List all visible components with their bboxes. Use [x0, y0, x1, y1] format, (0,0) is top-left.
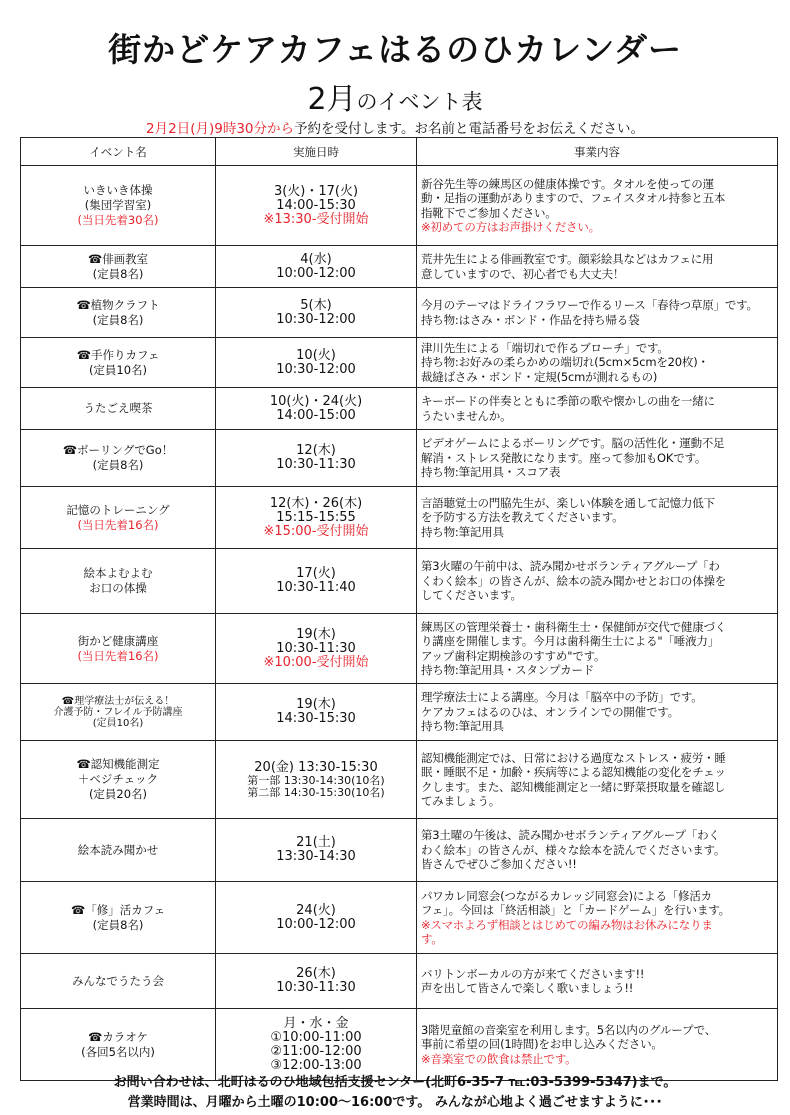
cell-line: 眠・睡眠不足・加齢・疾病等による認知機能の変化をチェッ: [421, 765, 726, 779]
cell-line: ＋ベジチェック: [77, 772, 159, 786]
cell-line: ☎手作りカフェ: [76, 347, 160, 362]
cell-line: (各回5名以内): [81, 1044, 155, 1059]
cell-line: ※10:00-受付開始: [263, 654, 369, 670]
cell-line: 3階児童館の音楽室を利用します。5名以内のグループで、: [421, 1022, 717, 1037]
cell-line: フェ」。今回は「終活相談」と「カードゲーム」を行います。: [421, 903, 730, 917]
reservation-date: 2月2日(月)9時30分から: [146, 121, 295, 137]
event-description-cell: [417, 741, 778, 819]
event-description-cell: [417, 684, 778, 741]
reservation-text: 予約を受付します。お名前と電話番号をお伝えください。: [294, 121, 644, 137]
cell-line: 新谷先生等の練馬区の健康体操です。タオルを使っての運: [421, 176, 714, 191]
event-description-cell: [417, 338, 778, 388]
cell-line: 第3土曜の午後は、読み聞かせボランティアグループ「わく: [421, 828, 720, 843]
cell-line: 持ち物:はさみ・ボンド・作品を持ち帰る袋: [421, 312, 640, 327]
header-description: 事業内容: [417, 138, 778, 166]
cell-line: 5(木): [300, 297, 332, 313]
cell-line: キーボードの伴奏とともに季節の歌や懐かしの曲を一緒に: [421, 394, 715, 408]
cell-line: 19(木): [296, 697, 336, 712]
contact-info: お問い合わせは、北町はるのひ地域包括支援センター(北町6-35-7 ℡:03-5399-5347)まで。: [113, 1075, 677, 1090]
cell-line: 10(火)・24(火): [269, 393, 363, 409]
table-row: [21, 487, 778, 549]
table-row: [21, 549, 778, 614]
cell-line: 10:30-11:30: [276, 980, 356, 995]
event-name-cell: [21, 684, 216, 741]
event-name-cell: [21, 430, 216, 487]
cell-line: ケアカフェはるのひは、オンラインでの開催です。: [421, 704, 679, 719]
event-time-cell: [216, 338, 417, 388]
cell-line: ☎理学療法士が伝える！: [61, 695, 175, 707]
cell-line: を予防する方法を教えてくださいます。: [421, 510, 624, 525]
cell-line: くわく絵本」の皆さんが、絵本の読み聞かせとお口の体操を: [421, 573, 727, 588]
cell-line: (定員8名): [92, 266, 144, 281]
table-row: [21, 388, 778, 430]
cell-line: 記憶のトレーニング: [66, 502, 170, 517]
table-row: [21, 338, 778, 388]
cell-line: 街かど健康講座: [77, 633, 159, 648]
table-row: [21, 430, 778, 487]
subtitle-month: 2月: [307, 82, 357, 117]
cell-line: (定員10名): [92, 717, 144, 729]
cell-line: 指靴下でご参加ください。: [421, 205, 557, 220]
event-name-cell: [21, 614, 216, 684]
event-name-cell: [21, 246, 216, 288]
event-name-cell: [21, 338, 216, 388]
cell-line: 10:00-12:00: [276, 916, 356, 932]
cell-line: 理学療法士による講座。今月は「脳卒中の予防」です。: [421, 690, 703, 705]
cell-line: 10:30-12:00: [276, 311, 356, 327]
cell-line: (集団学習室): [84, 198, 152, 212]
subtitle-rest: のイベント表: [356, 90, 483, 114]
event-name-cell: [21, 882, 216, 954]
event-description-cell: [417, 549, 778, 614]
cell-line: 荒井先生による俳画教室です。顔彩絵具などはカフェに用: [421, 252, 714, 266]
cell-line: 絵本読み聞かせ: [77, 842, 159, 857]
cell-line: 15:15-15:55: [276, 509, 356, 525]
cell-line: 20(金) 13:30-15:30: [254, 760, 378, 775]
cell-line: 意していますので、初心者でも大丈夫！: [421, 266, 625, 281]
event-description-cell: [417, 388, 778, 430]
cell-line: 介護予防・フレイル予防講座: [53, 706, 183, 718]
cell-line: 14:00-15:30: [276, 197, 356, 213]
table-row: [21, 246, 778, 288]
cell-line: す。: [421, 932, 443, 946]
table-row: [21, 954, 778, 1009]
cell-line: ☎俳画教室: [87, 251, 149, 266]
event-time-cell: [216, 819, 417, 882]
table-row: [21, 741, 778, 819]
table-row: [21, 166, 778, 246]
cell-line: クします。また、認知機能測定と一緒に野菜摂取量を確認し: [421, 779, 726, 794]
cell-line: 13:30-14:30: [276, 849, 356, 864]
cell-line: ※スマホよろず相談とはじめての編み物はお休みになりま: [421, 917, 713, 932]
cell-line: 10(火): [296, 347, 336, 363]
event-time-cell: [216, 487, 417, 549]
cell-line: (当日先着16名): [77, 648, 159, 663]
event-time-cell: [216, 388, 417, 430]
cell-line: 絵本よむよむ: [83, 566, 153, 580]
cell-line: 津川先生による「端切れで作るブローチ」です。: [421, 340, 669, 355]
cell-line: 14:30-15:30: [276, 711, 356, 726]
cell-line: り講座を開催します。今月は歯科衛生士による"「唾液力」: [421, 634, 719, 648]
header-event-name: イベント名: [21, 138, 216, 166]
cell-line: (定員20名): [88, 787, 148, 801]
event-name-cell: [21, 288, 216, 338]
event-name-cell: [21, 166, 216, 246]
event-name-cell: [21, 549, 216, 614]
cell-line: 持ち物:筆記用具・スコア表: [421, 465, 561, 480]
cell-line: 持ち物:お好みの柔らかめの端切れ(5cm×5cmを20枚)・: [421, 355, 709, 370]
cell-line: うたごえ喫茶: [83, 401, 153, 415]
table-row: [21, 1009, 778, 1081]
event-table: [20, 137, 778, 1081]
table-row: [21, 614, 778, 684]
event-name-cell: [21, 487, 216, 549]
event-description-cell: [417, 487, 778, 549]
table-row: [21, 882, 778, 954]
cell-line: バリトンボーカルの方が来てくださいます!!: [421, 966, 645, 981]
table-row: [21, 819, 778, 882]
business-hours: 営業時間は、月曜から土曜の10:00～16:00です。 みんなが心地よく過ごせますように･･･: [127, 1095, 663, 1110]
cell-line: 認知機能測定では、日常における過度なストレス・疲労・睡: [421, 750, 726, 765]
cell-line: 10:30-11:30: [276, 640, 356, 656]
event-time-cell: [216, 614, 417, 684]
cell-line: 裁縫ばさみ・ボンド・定規(5cmが測れるもの): [421, 369, 658, 384]
cell-line: ②11:00-12:00: [270, 1043, 362, 1059]
cell-line: 持ち物:筆記用具・スタンプカード: [421, 663, 595, 677]
event-description-cell: [417, 819, 778, 882]
cell-line: ☎認知機能測定: [76, 757, 160, 771]
cell-line: 10:30-11:40: [276, 580, 356, 595]
event-time-cell: [216, 882, 417, 954]
event-time-cell: [216, 954, 417, 1009]
cell-line: ③12:00-13:00: [270, 1057, 362, 1073]
event-time-cell: [216, 684, 417, 741]
cell-line: (定員10名): [88, 362, 148, 377]
event-description-cell: [417, 288, 778, 338]
cell-line: ビデオゲームによるボーリングです。脳の活性化・運動不足: [421, 436, 725, 451]
cell-line: 第一部 13:30-14:30(10名): [247, 774, 385, 787]
event-description-cell: [417, 430, 778, 487]
event-time-cell: [216, 549, 417, 614]
cell-line: ※15:00-受付開始: [263, 523, 369, 539]
cell-line: してくださいます。: [421, 588, 522, 603]
cell-line: 事前に希望の回(1時間)をお申し込みください。: [421, 1037, 663, 1052]
cell-line: お口の体操: [89, 581, 147, 595]
event-rows: [21, 166, 778, 1081]
cell-line: パワカレ同窓会(つながるカレッジ同窓会)による「修活カ: [421, 888, 712, 903]
cell-line: ☎ボーリングでGo！: [62, 443, 174, 457]
event-description-cell: [417, 882, 778, 954]
cell-line: うたいませんか。: [421, 408, 512, 423]
cell-line: 第二部 14:30-15:30(10名): [247, 785, 385, 799]
cell-line: 持ち物:筆記用具: [421, 719, 504, 734]
event-time-cell: [216, 1009, 417, 1081]
cell-line: 第3火曜の午前中は、読み聞かせボランティアグループ「わ: [421, 559, 720, 574]
cell-line: (当日先着16名): [77, 517, 159, 532]
table-header-row: [21, 138, 778, 166]
cell-line: 26(木): [296, 966, 336, 981]
page-subtitle: [0, 74, 790, 118]
cell-line: 今月のテーマはドライフラワーで作るリース「春待つ草原」です。: [421, 298, 758, 312]
cell-line: (当日先着30名): [77, 213, 159, 227]
cell-line: 声を出して皆さんで楽しく歌いましょう!!: [421, 981, 634, 995]
event-time-cell: [216, 430, 417, 487]
event-name-cell: [21, 819, 216, 882]
reservation-notice: [0, 117, 790, 137]
cell-line: てみましょう。: [421, 794, 501, 808]
cell-line: (定員8名): [92, 458, 144, 472]
cell-line: 24(火): [296, 902, 336, 918]
page-title: 街かどケアカフェはるのひカレンダー: [108, 30, 682, 69]
cell-line: 3(火)・17(火): [273, 183, 359, 199]
event-description-cell: [417, 246, 778, 288]
event-time-cell: [216, 166, 417, 246]
cell-line: ①10:00-11:00: [270, 1029, 362, 1045]
header-date-time: 実施日時: [216, 138, 417, 166]
cell-line: ☎植物クラフト: [76, 297, 160, 312]
event-description-cell: [417, 166, 778, 246]
cell-line: (定員8名): [92, 312, 144, 327]
event-name-cell: [21, 741, 216, 819]
cell-line: 持ち物:筆記用具: [421, 524, 504, 539]
cell-line: ※音楽室での飲食は禁止です。: [421, 1051, 577, 1066]
cell-line: 月・水・金: [283, 1015, 349, 1031]
cell-line: ☎「修」活カフェ: [70, 902, 166, 917]
cell-line: 10:30-12:00: [276, 361, 356, 377]
event-name-cell: [21, 954, 216, 1009]
cell-line: ※初めての方はお声掛けください。: [421, 220, 600, 234]
event-name-cell: [21, 388, 216, 430]
cell-line: 10:30-11:30: [276, 457, 356, 472]
cell-line: みんなでうたう会: [72, 973, 164, 988]
cell-line: ☎カラオケ: [87, 1029, 149, 1044]
cell-line: 14:00-15:00: [276, 407, 356, 423]
event-description-cell: [417, 954, 778, 1009]
event-time-cell: [216, 246, 417, 288]
cell-line: 言語聴覚士の門脇先生が、楽しい体験を通して記憶力低下: [421, 495, 715, 510]
event-description-cell: [417, 1009, 778, 1081]
cell-line: いきいき体操: [83, 183, 153, 197]
cell-line: 動・足指の運動がありますので、フェイスタオル持参と五本: [421, 191, 726, 205]
cell-line: ※13:30-受付開始: [263, 211, 369, 227]
table-row: [21, 288, 778, 338]
cell-line: (定員8名): [92, 917, 144, 932]
cell-line: アップ歯科定期検診のすすめ"です。: [421, 648, 606, 663]
event-description-cell: [417, 614, 778, 684]
event-time-cell: [216, 288, 417, 338]
event-name-cell: [21, 1009, 216, 1081]
cell-line: 練馬区の管理栄養士・歯科衛生士・保健師が交代で健康づく: [421, 619, 727, 634]
event-time-cell: [216, 741, 417, 819]
cell-line: 4(水): [300, 251, 332, 267]
cell-line: 12(木): [296, 443, 336, 458]
cell-line: 19(木): [296, 626, 336, 642]
cell-line: 解消・ストレス発散になります。座って参加もOKです。: [421, 450, 707, 465]
cell-line: わく絵本」の皆さんが、様々な絵本を読んでくださいます。: [421, 842, 726, 857]
cell-line: 10:00-12:00: [276, 265, 356, 281]
table-row: [21, 684, 778, 741]
cell-line: 皆さんでぜひご参加ください!!: [421, 857, 577, 872]
cell-line: 21(土): [296, 835, 336, 850]
cell-line: 12(木)・26(木): [269, 495, 363, 511]
cell-line: 17(火): [296, 566, 336, 581]
